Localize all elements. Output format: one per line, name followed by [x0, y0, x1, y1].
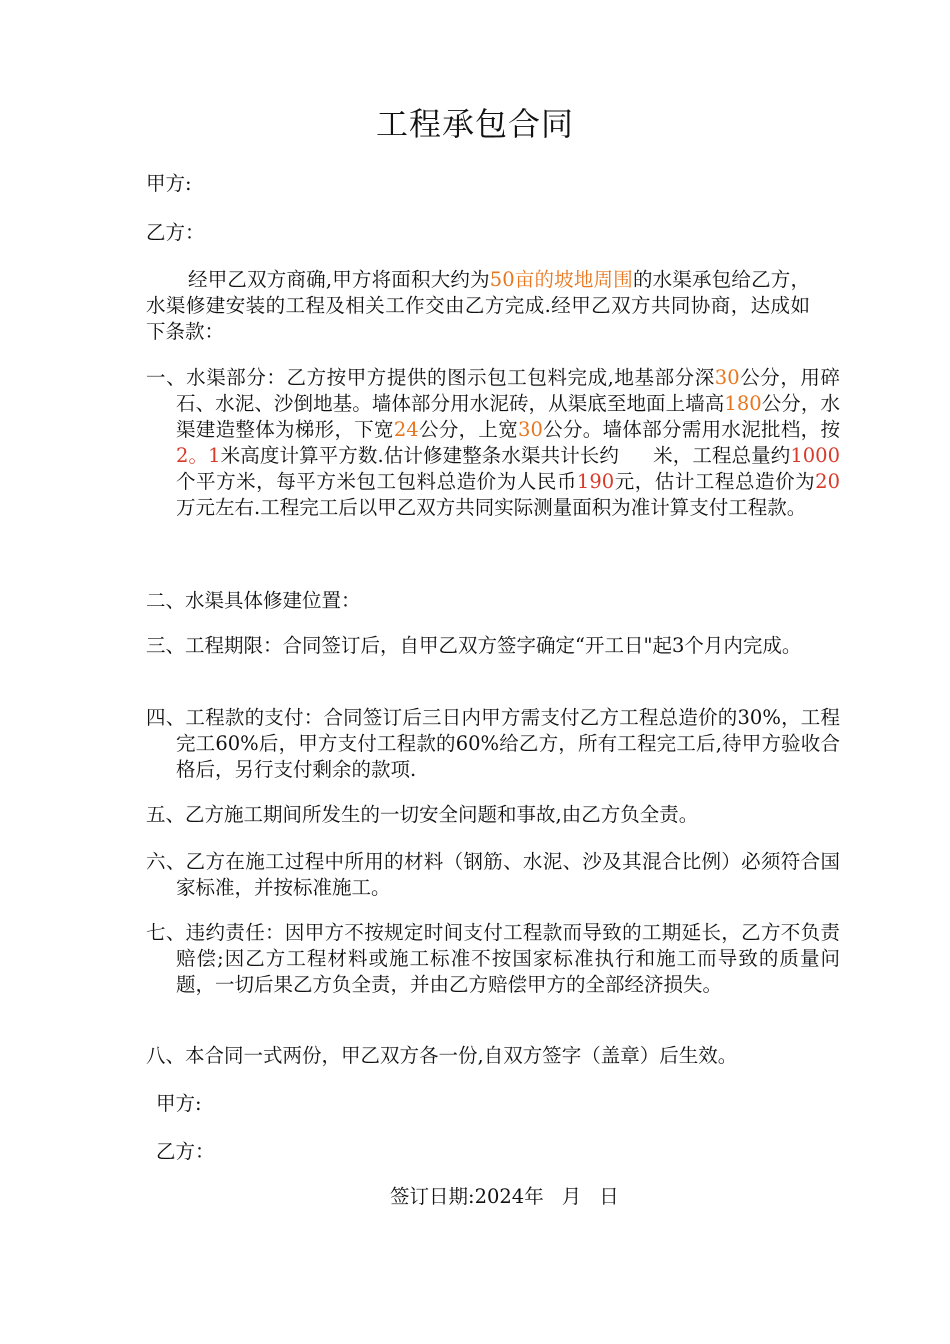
party-a-label: 甲方: [146, 172, 192, 195]
calc-height-b: 1 [208, 444, 221, 467]
intro-text-1: 经甲乙双方商确,甲方将面积大约为 [188, 268, 490, 291]
total-cost: 20 [815, 470, 840, 493]
calc-height-a: 2 [176, 444, 189, 467]
clause-8-copies: 八、本合同一式两份，甲乙双方各一份,自双方签字（盖章）后生效。 [146, 1044, 738, 1067]
clause-1-text: 公分。墙体部分需用水泥批档，按 [542, 418, 840, 441]
bottom-width: 24 [393, 418, 419, 441]
clause-1-text: 万元左右.工程完工后以甲乙双方共同实际测量面积为准计算支付工程款。 [176, 496, 807, 519]
unit-price: 190 [576, 470, 615, 493]
clause-1-text: 公分，上宽 [418, 418, 519, 441]
intro-text-2: 的水渠承包给乙方，水渠修建安装的工程及相关工作交由乙方完成.经甲乙双方共同协商，达成如下条款： [146, 268, 810, 343]
calc-height-sep: 。 [188, 444, 209, 467]
document-title: 工程承包合同 [375, 105, 574, 143]
clause-1-text: 公分，用碎石、水泥、沙倒地基。墙体部分用水泥砖，从渠底至地面上墙高 [176, 366, 840, 415]
wall-height: 180 [724, 392, 762, 415]
top-width: 30 [518, 418, 543, 441]
date-day: 日 [599, 1185, 619, 1208]
clause-5-safety: 五、乙方施工期间所发生的一切安全问题和事故,由乙方负全责。 [146, 803, 699, 826]
clause-3-duration: 三、工程期限：合同签订后，自甲乙双方签字确定“开工日"起3个月内完成。 [146, 634, 802, 657]
clause-2-location: 二、水渠具体修建位置： [146, 589, 361, 612]
clause-1-text: 公分，水渠建造整体为梯形，下宽 [176, 392, 840, 441]
date-month: 月 [561, 1185, 582, 1208]
clause-4-payment: 四、工程款的支付：合同签订后三日内甲方需支付乙方工程总造价的30%，工程完工60%后，甲方支付工程款的60%给乙方，所有工程完工后,待甲方验收合格后，另行支付剩余的款项. [146, 706, 840, 781]
clause-1-text: 米，工程总量约 [653, 444, 791, 467]
sign-party-b: 乙方： [156, 1140, 215, 1163]
intro-area-highlight: 50亩的坡地周围 [489, 268, 633, 291]
foundation-depth: 30 [714, 366, 740, 389]
clause-1-text: 米高度计算平方数.估计修建整条水渠共计长约 [220, 444, 620, 467]
clause-1-text: 个平方米，每平方米包工包料总造价为人民币 [176, 470, 577, 493]
date-label: 签订日期:2024年 [390, 1185, 544, 1208]
clause-7-liability: 七、违约责任：因甲方不按规定时间支付工程款而导致的工期延长，乙方不负责赔偿;因乙方工程材料或施工标准不按国家标准执行和施工而导致的质量问题，一切后果乙方负全责，并由乙方赔偿甲方的全部经济损失。 [146, 921, 840, 996]
clause-1-channel [146, 365, 840, 521]
clause-6-materials: 六、乙方在施工过程中所用的材料（钢筋、水泥、沙及其混合比例）必须符合国家标准，并按标准施工。 [146, 850, 840, 899]
party-b-label: 乙方： [146, 221, 205, 244]
sign-date [390, 1184, 619, 1210]
sign-party-a: 甲方: [156, 1092, 202, 1115]
clause-1-text: 一、水渠部分：乙方按甲方提供的图示包工包料完成,地基部分深 [146, 366, 715, 389]
total-area: 1000 [790, 444, 840, 467]
intro-paragraph [146, 267, 810, 345]
clause-1-text: 元，估计工程总造价为 [614, 470, 816, 493]
